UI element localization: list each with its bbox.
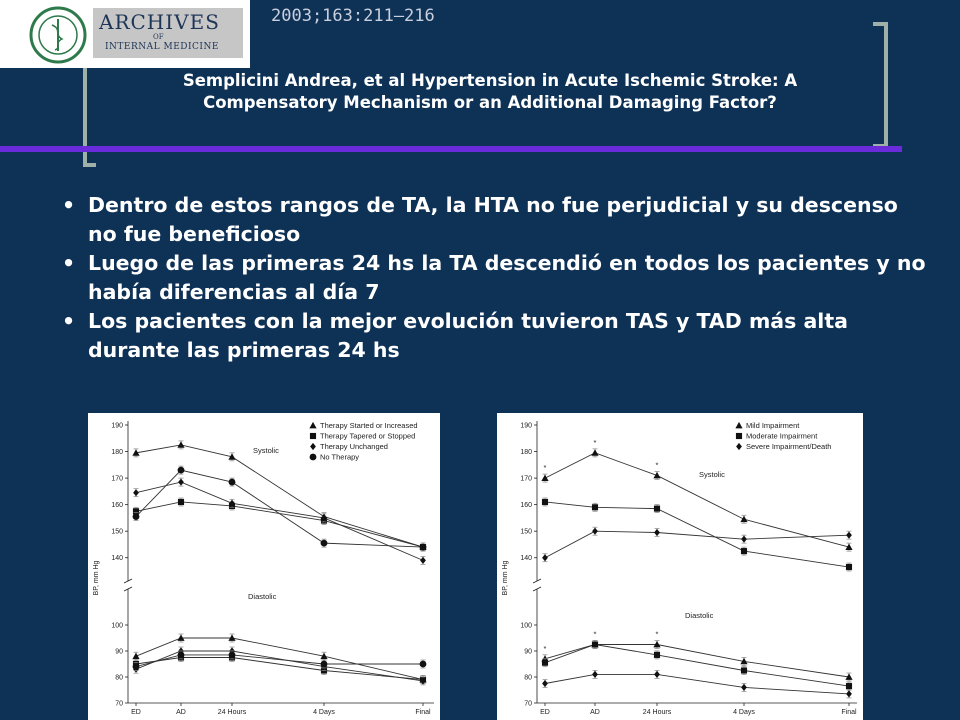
diastolic-point: [654, 671, 660, 678]
y-tick-label: 160: [111, 502, 123, 510]
systolic-line: [136, 502, 423, 547]
diastolic-point: [592, 671, 598, 678]
bullet-item: [60, 307, 930, 365]
logo-title: ARCHIVES: [99, 10, 220, 34]
y-tick-label: 100: [111, 622, 123, 630]
journal-logo: [0, 0, 250, 68]
y-tick-label: 170: [520, 475, 532, 483]
legend-marker: [736, 443, 742, 450]
legend-marker: [310, 443, 316, 450]
diastolic-point: [741, 684, 747, 691]
diastolic-point: [846, 690, 852, 697]
legend-marker: [736, 433, 742, 439]
legend-entry: Moderate Impairment: [746, 431, 818, 441]
systolic-point: [653, 472, 660, 478]
y-tick-label: 80: [524, 674, 532, 682]
diastolic-line: [545, 645, 849, 687]
bullet-dot-icon: •: [62, 193, 76, 217]
y-tick-label: 100: [520, 622, 532, 630]
diastolic-point: [229, 651, 236, 658]
x-tick-label: Final: [415, 709, 431, 716]
diastolic-point: [542, 660, 548, 666]
significance-marker: *: [655, 460, 659, 470]
logo-subtitle: INTERNAL MEDICINE: [105, 42, 219, 52]
diastolic-point: [542, 680, 548, 687]
y-tick-label: 150: [520, 528, 532, 536]
bullet-text: Los pacientes con la mejor evolución tuvieron TAS y TAD más alta durante las primeras 24 hs: [88, 309, 848, 362]
y-tick-label: 70: [524, 700, 532, 708]
legend-marker: [310, 454, 317, 461]
x-tick-label: AD: [590, 709, 600, 716]
systolic-point: [321, 540, 328, 547]
x-tick-label: Final: [841, 709, 857, 716]
bullet-text: Luego de las primeras 24 hs la TA descendió en todos los pacientes y no había diferencias al día 7: [88, 251, 926, 304]
bullet-list: [60, 191, 930, 365]
legend-marker: [310, 433, 316, 439]
systolic-line: [545, 453, 849, 547]
diastolic-point: [420, 661, 427, 668]
logo-of: OF: [153, 33, 164, 41]
legend-entry: Mild Impairment: [746, 421, 800, 430]
systolic-point: [654, 529, 660, 536]
bullet-dot-icon: •: [62, 251, 76, 275]
systolic-point: [591, 449, 598, 455]
systolic-point: [177, 441, 184, 447]
diastolic-line: [545, 645, 849, 678]
y-tick-label: 180: [111, 449, 123, 457]
legend-entry: Severe Impairment/Death: [746, 442, 832, 451]
bullet-item: [60, 191, 930, 249]
systolic-line: [545, 502, 849, 567]
y-tick-label: 190: [520, 422, 532, 430]
citation-text: 2003;163:211–216: [271, 6, 435, 26]
bullet-item: [60, 249, 930, 307]
chart-impairment-bp: [497, 413, 863, 720]
diastolic-point: [133, 663, 140, 670]
x-tick-label: 24 Hours: [642, 709, 672, 716]
y-tick-label: 160: [520, 502, 532, 510]
left-bracket-decoration: [83, 68, 96, 167]
significance-marker: *: [655, 629, 659, 639]
y-tick-label: 90: [524, 648, 532, 656]
medical-association-seal-icon: [28, 5, 88, 65]
y-tick-label: 140: [520, 555, 532, 563]
systolic-point: [420, 557, 426, 564]
systolic-point: [133, 489, 139, 496]
significance-marker: *: [593, 437, 597, 447]
systolic-line: [136, 445, 423, 547]
diastolic-point: [178, 651, 185, 658]
diastolic-point: [741, 667, 747, 673]
systolic-point: [741, 548, 747, 554]
systolic-point: [420, 544, 427, 551]
legend-marker: [309, 422, 316, 428]
systolic-point: [592, 528, 598, 535]
systolic-point: [846, 532, 852, 539]
accent-divider-line: [0, 146, 902, 152]
systolic-point: [541, 474, 548, 480]
significance-marker: *: [543, 463, 547, 473]
systolic-point: [592, 504, 598, 510]
x-tick-label: 24 Hours: [217, 709, 247, 716]
diastolic-line: [136, 658, 423, 680]
legend-entry: No Therapy: [320, 452, 360, 462]
diastolic-label: Diastolic: [685, 611, 714, 620]
legend-entry: Therapy Started or Increased: [320, 421, 418, 430]
series-square: [542, 498, 852, 690]
series-triangle: [541, 449, 852, 681]
x-tick-label: 4 Days: [313, 709, 335, 716]
series-triangle: [132, 441, 426, 684]
bullet-dot-icon: •: [62, 309, 76, 333]
y-tick-label: 80: [115, 674, 123, 682]
series-diamond: [133, 478, 426, 685]
chart-therapy-svg: [88, 413, 440, 720]
y-tick-label: 140: [111, 555, 123, 563]
x-tick-label: ED: [540, 709, 550, 716]
y-tick-label: 70: [115, 700, 123, 708]
systolic-point: [178, 478, 184, 485]
significance-marker: *: [543, 643, 547, 653]
systolic-point: [178, 499, 184, 505]
chart-therapy-bp: [88, 413, 440, 720]
systolic-point: [542, 499, 548, 505]
y-tick-label: 150: [111, 528, 123, 536]
legend-marker: [735, 422, 742, 428]
systolic-point: [178, 467, 185, 474]
legend-entry: Therapy Tapered or Stopped: [320, 431, 416, 441]
bullet-text: Dentro de estos rangos de TA, la HTA no fue perjudicial y su descenso no fue beneficioso: [88, 193, 898, 246]
systolic-point: [542, 554, 548, 561]
systolic-point: [741, 536, 747, 543]
diastolic-label: Diastolic: [248, 592, 277, 601]
systolic-point: [846, 564, 852, 570]
systolic-line: [136, 482, 423, 560]
significance-marker: *: [593, 629, 597, 639]
reference-title: Semplicini Andrea, et al Hypertension in Acute Ischemic Stroke: A Compensatory Mechanism or an Additional Damaging Factor?: [182, 71, 798, 112]
systolic-point: [133, 513, 140, 520]
systolic-point: [740, 516, 747, 522]
y-tick-label: 90: [115, 648, 123, 656]
systolic-label: Systolic: [253, 446, 279, 455]
x-tick-label: AD: [176, 709, 186, 716]
y-tick-label: 190: [111, 422, 123, 430]
y-axis-label: BP, mm Hg: [502, 560, 509, 596]
diastolic-point: [321, 661, 328, 668]
diastolic-line: [545, 674, 849, 694]
diastolic-point: [132, 653, 139, 659]
systolic-point: [654, 506, 660, 512]
systolic-point: [229, 479, 236, 486]
systolic-label: Systolic: [699, 470, 725, 479]
y-tick-label: 170: [111, 475, 123, 483]
y-tick-label: 180: [520, 449, 532, 457]
x-tick-label: ED: [131, 709, 141, 716]
right-bracket-decoration: [873, 22, 888, 148]
diastolic-point: [654, 652, 660, 658]
archives-wordmark: [93, 8, 243, 58]
diastolic-point: [846, 683, 852, 689]
diastolic-point: [592, 641, 598, 647]
x-tick-label: 4 Days: [733, 709, 755, 716]
legend-entry: Therapy Unchanged: [320, 442, 388, 451]
y-axis-label: BP, mm Hg: [93, 560, 100, 596]
chart-impairment-svg: [497, 413, 863, 720]
